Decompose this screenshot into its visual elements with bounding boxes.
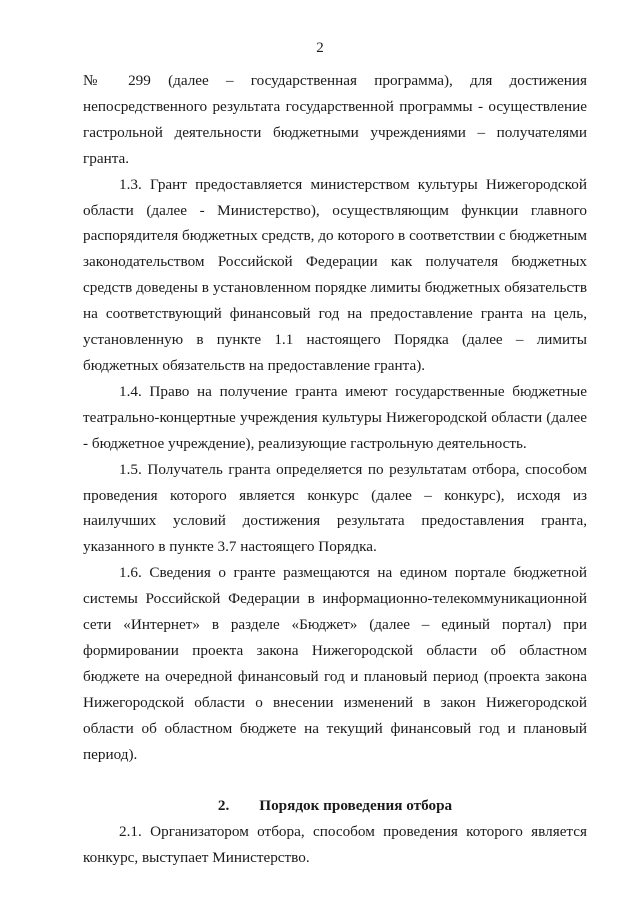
paragraph-1-6: 1.6. Сведения о гранте размещаются на едином портале бюджетной системы Российской Федерации в информационно-телекоммуникационной сети «Интернет» в разделе «Бюджет» (далее – единый портал) при формировании проекта закона Нижегородской области об областном бюджете на очередной финансовый год и плановый период (проекта закона Нижегородской области о внесении изменений в закон Нижегородской области об областном бюджете на текущий финансовый год и плановый период). <box>83 564 587 763</box>
paragraph-2-1: 2.1. Организатором отбора, способом проведения которого является конкурс, выступает Министерство. <box>83 823 587 867</box>
section-number: 2. <box>217 797 230 815</box>
page-number: 2 <box>316 40 324 56</box>
section-heading <box>83 793 587 819</box>
paragraph-1-4: 1.4. Право на получение гранта имеют государственные бюджетные театрально-концертные учреждения культуры Нижегородской области (далее - бюджетное учреждение), реализующие гастрольную деятельность. <box>83 382 587 452</box>
document-body <box>83 68 587 871</box>
section-title: Порядок проведения отбора <box>259 797 453 815</box>
paragraph-1-3: 1.3. Грант предоставляется министерством культуры Нижегородской области (далее - Министерство), осуществляющим функции главного распорядителя бюджетных средств, до которого в соответствии с бюджетным законодательством Российской Федерации как получателя бюджетных средств доведены в установленном порядке лимиты бюджетных обязательств на соответствующий финансовый год на предоставление гранта на цель, установленную в пункте 1.1 настоящего Порядка (далее – лимиты бюджетных обязательств на предоставление гранта). <box>83 175 587 374</box>
paragraph-1-5: 1.5. Получатель гранта определяется по результатам отбора, способом проведения которого является конкурс (далее – конкурс), исходя из наилучших условий достижения результата предоставления гранта, указанного в пункте 3.7 настоящего Порядка. <box>83 460 587 556</box>
paragraph-1-2-continuation: № 299 (далее – государственная программа), для достижения непосредственного результата государственной программы - осуществление гастрольной деятельности бюджетными учреждениями – получателями гранта. <box>83 72 587 167</box>
